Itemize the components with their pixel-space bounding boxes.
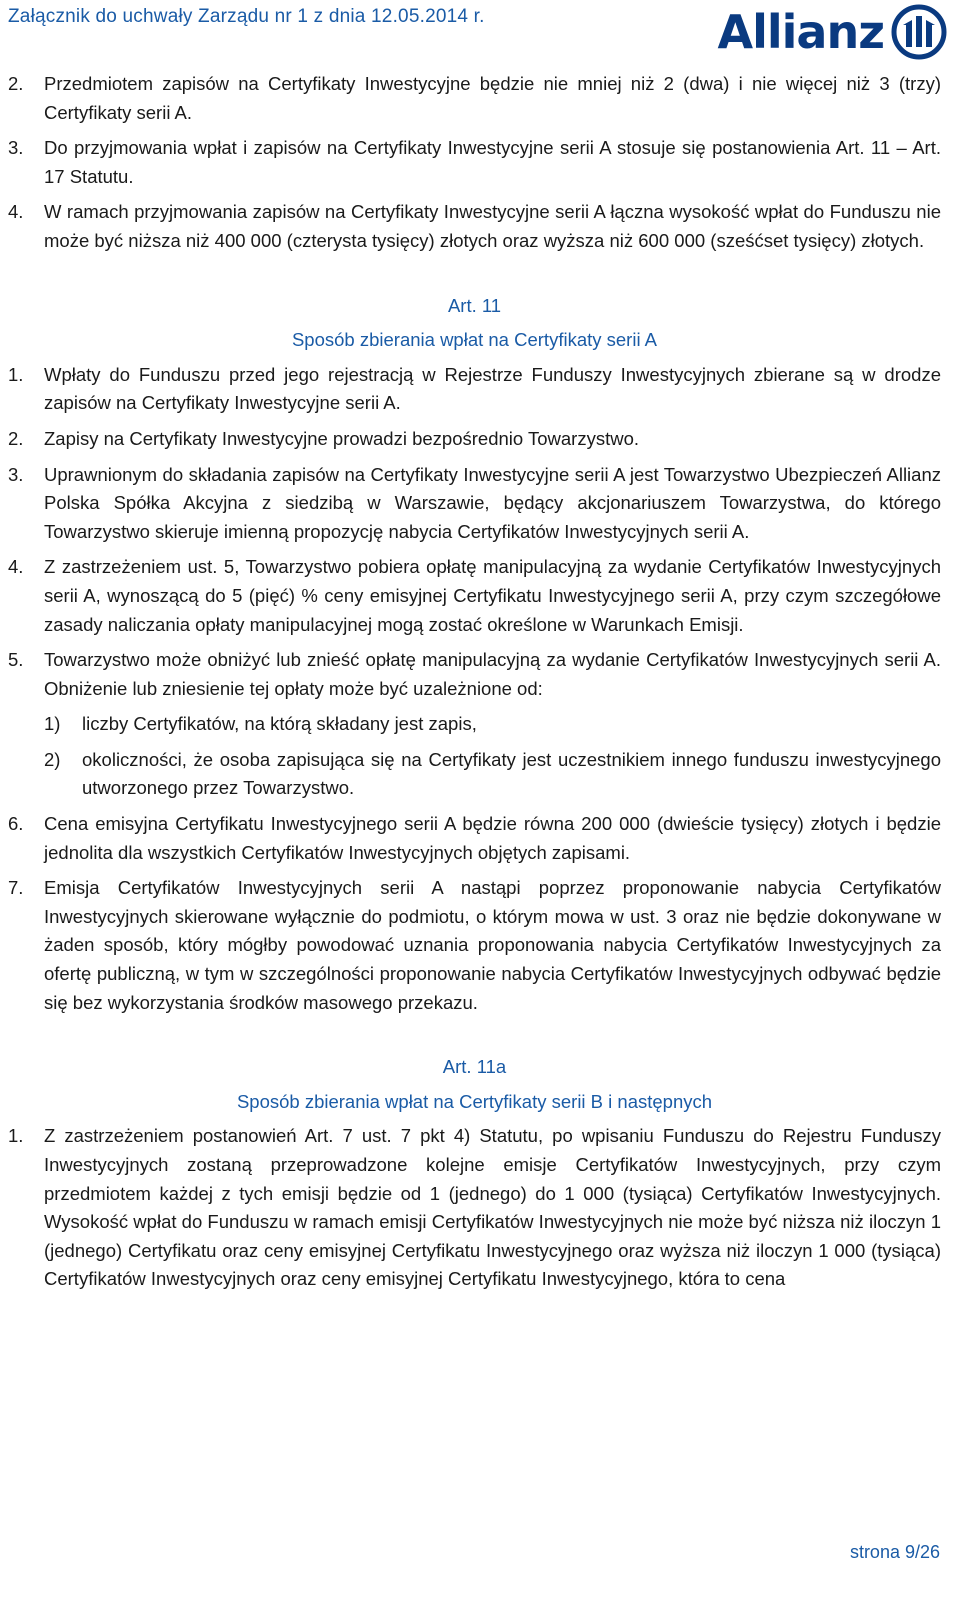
item-text: Z zastrzeżeniem postanowień Art. 7 ust. 7 pkt 4) Statutu, po wpisaniu Funduszu do Rejestru Funduszy Inwestycyjnych zostaną przeprowadzone kolejne emisje Certyfikatów Inwestycyjnych, przy czym przedmiotem każdej z tych emisji będzie od 1 (jednego) do 1 000 (tysiąca) Certyfikatów Inwestycyjnych. Wysokość wpłat do Funduszu w ramach emisji Certyfikatów Inwestycyjnych nie może być niższa niż iloczyn 1 (jednego) Certyfikatu oraz ceny emisyjnej Certyfikatu Inwestycyjnego oraz wyższa niż iloczyn 1 000 (tysiąca) Certyfikatów Inwestycyjnych oraz ceny emisyjnej Certyfikatu Inwestycyjnego, która to cena — [44, 1125, 941, 1290]
sub-item-number: 2) — [44, 748, 61, 770]
item-text: Wpłaty do Funduszu przed jego rejestracją w Rejestrze Funduszy Inwestycyjnych zbierane są w drodze zapisów na Certyfikaty Inwestycyjne serii A. — [44, 363, 941, 414]
list-item — [8, 425, 941, 454]
article-title: Sposób zbierania wpłat na Certyfikaty serii B i następnych — [236, 1090, 713, 1112]
list-item — [8, 361, 941, 418]
header-title: Załącznik do uchwały Zarządu nr 1 z dnia 12.05.2014 r. — [8, 6, 485, 27]
sub-item-text: liczby Certyfikatów, na którą składany jest zapis, — [82, 713, 477, 735]
list-item — [8, 134, 941, 191]
item-text: Uprawnionym do składania zapisów na Certyfikaty Inwestycyjne serii A jest Towarzystwo Ubezpieczeń Allianz Polska Spółka Akcyjna z siedzibą w Warszawie, będący akcjonariuszem Towarzystwa, do którego Towarzystwo skieruje imienną propozycję nabycia Certyfikatów Inwestycyjnych serii A. — [44, 463, 941, 542]
item-text: Cena emisyjna Certyfikatu Inwestycyjnego serii A będzie równa 200 000 (dwieście tysięcy) złotych i będzie jednolita dla wszystkich Certyfikatów Inwestycyjnych objętych zapisami. — [44, 813, 941, 863]
item-number: 2. — [8, 427, 24, 449]
list-item — [8, 461, 941, 547]
list-item — [8, 874, 941, 1017]
item-number: 3. — [8, 137, 24, 159]
list-item — [8, 1122, 941, 1294]
item-number: 1. — [8, 363, 24, 385]
allianz-logo — [718, 2, 948, 62]
item-number: 2. — [8, 73, 24, 94]
item-text: W ramach przyjmowania zapisów na Certyfikaty Inwestycyjne serii A łączna wysokość wpłat do Funduszu nie może być niższa niż 400 000 (czterysta tysięcy) złotych oraz wyższa niż 600 000 (sześćset tysięcy) złotych. — [44, 201, 941, 251]
article-number: Art. 11 — [447, 294, 502, 316]
allianz-eagle-icon — [890, 3, 948, 61]
list-item — [8, 810, 941, 867]
item-number: 1. — [8, 1125, 24, 1147]
item-text: Emisja Certyfikatów Inwestycyjnych serii A nastąpi poprzez proponowanie nabycia Certyfikatów Inwestycyjnych skierowane wyłącznie do podmiotu, o którym mowa w ust. 3 oraz nie będzie dokonywane w żaden sposób, który mógłby powodować uznania proponowania nabycia Certyfikatów Inwestycyjnych za ofertę publiczną, w tym w szczególności proponowanie nabycia Certyfikatów Inwestycyjnych odbywać będzie się bez wykorzystania środków masowego przekazu. — [44, 877, 941, 1013]
item-text: Przedmiotem zapisów na Certyfikaty Inwestycyjne będzie nie mniej niż 2 (dwa) i nie więcej niż 3 (trzy) Certyfikaty serii A. — [44, 73, 941, 123]
sub-list-item — [44, 746, 941, 803]
item-text: Towarzystwo może obniżyć lub znieść opłatę manipulacyjną za wydanie Certyfikatów Inwestycyjnych serii A. Obniżenie lub zniesienie tej opłaty może być uzależnione od: — [44, 649, 941, 699]
article-title: Sposób zbierania wpłat na Certyfikaty serii A — [291, 329, 658, 351]
item-number: 3. — [8, 463, 24, 485]
item-text: Do przyjmowania wpłat i zapisów na Certyfikaty Inwestycyjne serii A stosuje się postanowienia Art. 11 – Art. 17 Statutu. — [44, 137, 941, 187]
list-item — [8, 198, 941, 255]
document-body — [8, 70, 941, 1301]
item-number: 4. — [8, 201, 24, 223]
page-number: strona 9/26 — [849, 1542, 940, 1562]
item-number: 6. — [8, 813, 24, 835]
item-number: 5. — [8, 649, 24, 671]
article-number: Art. 11a — [442, 1056, 507, 1078]
item-number: 4. — [8, 556, 24, 578]
list-item — [8, 553, 941, 639]
logo-text: Allianz — [717, 5, 884, 59]
sub-item-number: 1) — [44, 713, 61, 735]
sub-item-text: okoliczności, że osoba zapisująca się na Certyfikaty jest uczestnikiem innego funduszu inwestycyjnego utworzonego przez Towarzystwo. — [82, 748, 941, 799]
item-text: Z zastrzeżeniem ust. 5, Towarzystwo pobiera opłatę manipulacyjną za wydanie Certyfikatów Inwestycyjnych serii A, wynoszącą do 5 (pięć) % ceny emisyjnej Certyfikatu Inwestycyjnego serii A, przy czym szczegółowe zasady naliczania opłaty manipulacyjnej mogą zostać określone w Warunkach Emisji. — [44, 556, 941, 635]
sub-list-item — [44, 710, 941, 739]
item-text: Zapisy na Certyfikaty Inwestycyjne prowadzi bezpośrednio Towarzystwo. — [44, 427, 639, 449]
item-number: 7. — [8, 877, 24, 899]
list-item — [8, 646, 941, 703]
list-item — [8, 70, 941, 127]
